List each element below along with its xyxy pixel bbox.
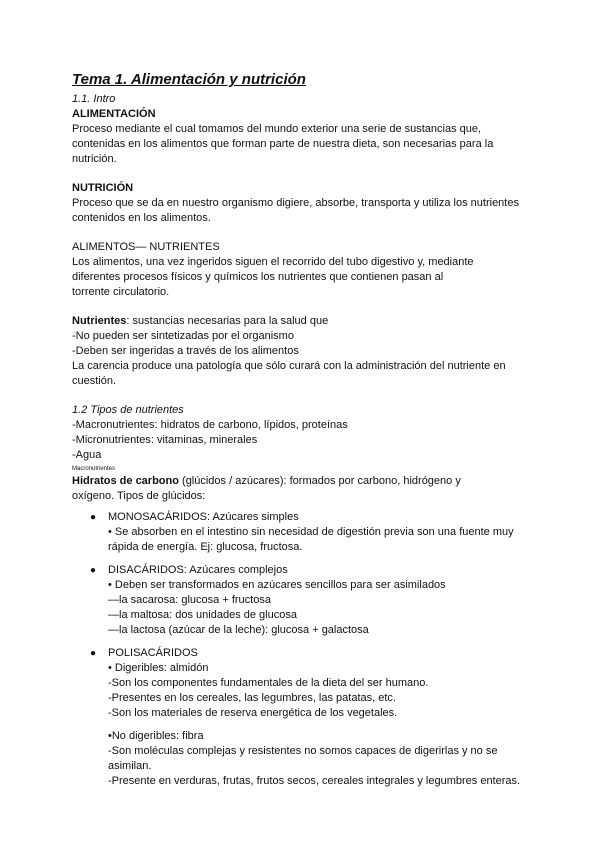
- nutricion-heading: NUTRICIÓN: [72, 182, 134, 194]
- list-item-line: -Presente en verduras, frutas, frutos secos, cereales integrales y legumbres enteras.: [108, 775, 521, 787]
- nutrientes-line: La carencia produce una patología que sólo curará con la administración del nutriente en: [72, 360, 506, 372]
- list-item: [72, 563, 532, 638]
- list-item-line: —la maltosa: dos unidades de glucosa: [108, 609, 297, 621]
- glucidos-list: [72, 510, 532, 789]
- list-item-line: rápida de energía. Ej: glucosa, fructosa.: [108, 541, 303, 553]
- alimentacion-line: Proceso mediante el cual tomamos del mundo exterior una serie de sustancias que,: [72, 123, 482, 135]
- nutrientes-line: -Deben ser ingeridas a través de los alimentos: [72, 345, 299, 357]
- bullet-icon: ●: [90, 648, 97, 659]
- nutrientes-line: cuestión.: [72, 375, 117, 387]
- list-item-line: POLISACÁRIDOS: [108, 647, 198, 659]
- tipos-line: -Micronutrientes: vitaminas, minerales: [72, 434, 258, 446]
- list-item-line: • Digeribles: almidón: [108, 662, 209, 674]
- bullet-icon: ●: [90, 512, 97, 523]
- list-item-line: —la sacarosa: glucosa + fructosa: [108, 594, 271, 606]
- list-item-line: -Son los componentes fundamentales de la dieta del ser humano.: [108, 677, 429, 689]
- list-item-line: • Deben ser transformados en azúcares sencillos para ser asimilados: [108, 579, 446, 591]
- list-item-line: -Presentes en los cereales, las legumbres, las patatas, etc.: [108, 692, 396, 704]
- alimentos-nutrientes-heading: ALIMENTOS— NUTRIENTES: [72, 241, 220, 253]
- nutricion-line: contenidos en los alimentos.: [72, 212, 211, 224]
- macronutrientes-label: Macronutrientes: [72, 466, 116, 472]
- list-item: [72, 646, 532, 789]
- list-item-line: —la lactosa (azúcar de la leche): glucosa + galactosa: [108, 624, 369, 636]
- alimentos-nutrientes-line: diferentes procesos físicos y químicos los nutrientes que contienen pasan al: [72, 271, 444, 283]
- section-1-2-subtitle: 1.2 Tipos de nutrientes: [72, 404, 184, 416]
- alimentacion-heading: ALIMENTACIÓN: [72, 108, 156, 120]
- nutrientes-term: Nutrientes: [72, 315, 127, 327]
- tipos-line: -Macronutrientes: hidratos de carbono, lípidos, proteínas: [72, 419, 348, 431]
- alimentacion-line: contenidas en los alimentos que forman parte de nuestra dieta, son necesarias para la: [72, 138, 494, 150]
- list-item-line: MONOSACÁRIDOS: Azúcares simples: [108, 511, 299, 523]
- list-item-line: -Son moléculas complejas y resistentes no somos capaces de digerirlas y no se: [108, 745, 498, 757]
- alimentacion-line: nutrición.: [72, 153, 117, 165]
- nutrientes-definition-text: : sustancias necesarias para la salud que: [126, 315, 329, 327]
- bullet-icon: ●: [90, 565, 97, 576]
- section-1-1-subtitle: 1.1. Intro: [72, 93, 116, 105]
- list-item-line: -Son los materiales de reserva energética de los vegetales.: [108, 707, 398, 719]
- list-item-line: DISACÁRIDOS: Azúcares complejos: [108, 564, 288, 576]
- nutricion-line: Proceso que se da en nuestro organismo digiere, absorbe, transporta y utiliza los nutrientes: [72, 197, 519, 209]
- list-item: [72, 510, 532, 555]
- alimentos-nutrientes-line: Los alimentos, una vez ingeridos siguen el recorrido del tubo digestivo y, mediante: [72, 256, 474, 268]
- hidratos-term: Hidratos de carbono: [72, 475, 179, 487]
- list-item-line: • Se absorben en el intestino sin necesidad de digestión previa son una fuente muy: [108, 526, 514, 538]
- hidratos-definition: [72, 474, 532, 489]
- hidratos-definition-text: (glúcidos / azúcares): formados por carbono, hidrógeno y: [178, 475, 461, 487]
- document-page: [72, 70, 532, 797]
- nutrientes-line: -No pueden ser sintetizadas por el organismo: [72, 330, 294, 342]
- page-title: Tema 1. Alimentación y nutrición: [72, 71, 306, 88]
- nutrientes-definition: [72, 314, 532, 329]
- hidratos-line: oxígeno. Tipos de glúcidos:: [72, 490, 206, 502]
- alimentos-nutrientes-line: torrente circulatorio.: [72, 286, 170, 298]
- list-item-line: asimilan.: [108, 760, 152, 772]
- tipos-line: -Agua: [72, 449, 102, 461]
- list-item-line: •No digeribles: fibra: [108, 730, 204, 742]
